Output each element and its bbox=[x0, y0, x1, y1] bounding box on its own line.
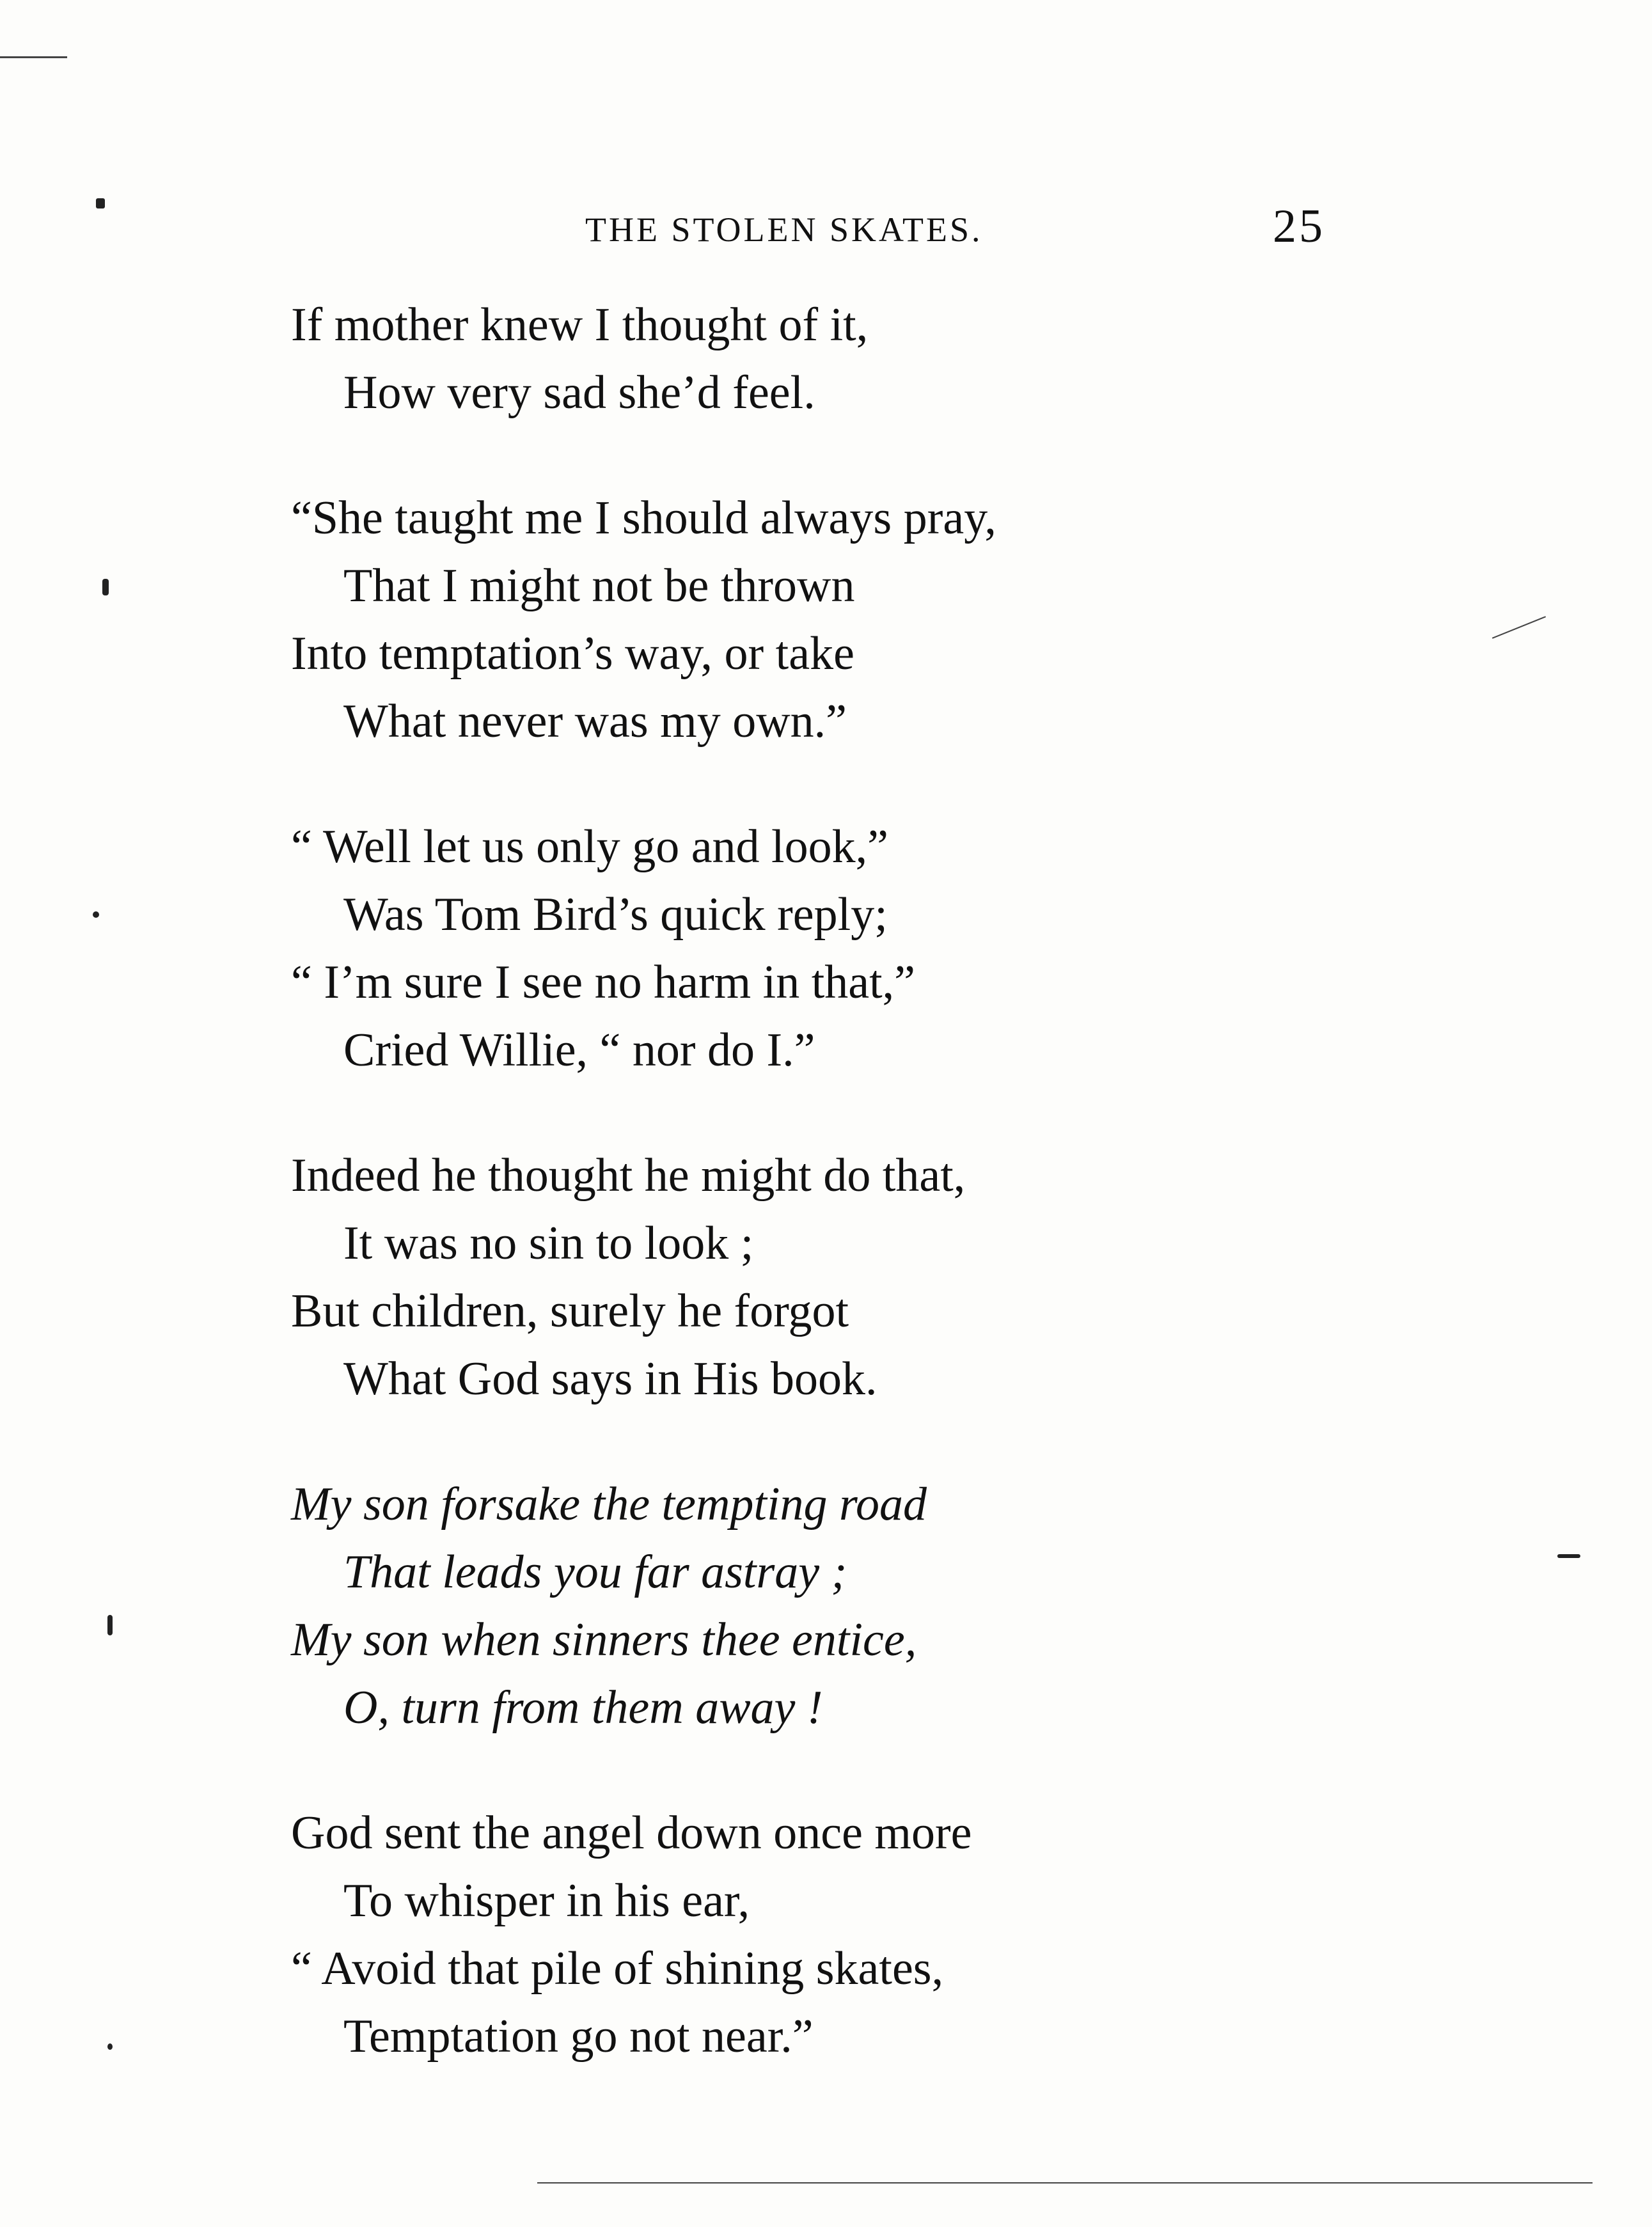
poem-line: It was no sin to look ; bbox=[343, 1217, 754, 1270]
poem-line: Cried Willie, “ nor do I.” bbox=[343, 1024, 815, 1076]
running-title: THE STOLEN SKATES. bbox=[585, 210, 983, 249]
poem-line: To whisper in his ear, bbox=[343, 1875, 750, 1927]
poem-line: That I might not be thrown bbox=[343, 560, 855, 612]
poem-line: That leads you far astray ; bbox=[343, 1546, 847, 1598]
stanza-2 bbox=[291, 484, 1442, 755]
stanza-3 bbox=[291, 813, 1442, 1084]
poem-line: Was Tom Bird’s quick reply; bbox=[343, 888, 888, 941]
poem-line: Indeed he thought he might do that, bbox=[291, 1149, 966, 1202]
poem-line: What God says in His book. bbox=[343, 1353, 877, 1405]
poem-line: What never was my own.” bbox=[343, 695, 847, 748]
scan-speck bbox=[1557, 1554, 1580, 1558]
poem-line: “She taught me I should always pray, bbox=[291, 492, 996, 544]
poem-line: “ Avoid that pile of shining skates, bbox=[291, 1942, 944, 1995]
bottom-edge-rule bbox=[537, 2182, 1593, 2184]
stanza-6 bbox=[291, 1799, 1442, 2070]
poem-line: “ Well let us only go and look,” bbox=[291, 821, 888, 873]
stanza-4 bbox=[291, 1142, 1442, 1413]
poem-line: Temptation go not near.” bbox=[343, 2010, 814, 2063]
poem-line: How very sad she’d feel. bbox=[343, 366, 815, 419]
poem-body bbox=[291, 291, 1442, 2128]
scan-speck bbox=[107, 1615, 113, 1635]
poem-line: Into temptation’s way, or take bbox=[291, 627, 854, 680]
poem-line: But children, surely he forgot bbox=[291, 1285, 849, 1337]
page-header bbox=[0, 192, 1652, 262]
poem-line: My son when sinners thee entice, bbox=[291, 1614, 917, 1666]
poem-line: If mother knew I thought of it, bbox=[291, 299, 869, 351]
scan-streak bbox=[1492, 616, 1546, 639]
scan-speck bbox=[93, 911, 99, 918]
poem-line: “ I’m sure I see no harm in that,” bbox=[291, 956, 916, 1009]
poem-line: O, turn from them away ! bbox=[343, 1681, 823, 1734]
stanza-5-italic bbox=[291, 1470, 1442, 1742]
scan-speck bbox=[107, 2043, 113, 2050]
poem-line: God sent the angel down once more bbox=[291, 1807, 972, 1859]
top-edge-rule bbox=[0, 56, 67, 58]
stanza-1 bbox=[291, 291, 1442, 427]
scan-speck bbox=[102, 579, 109, 595]
poem-line: My son forsake the tempting road bbox=[291, 1478, 927, 1531]
page-number: 25 bbox=[1273, 200, 1325, 253]
